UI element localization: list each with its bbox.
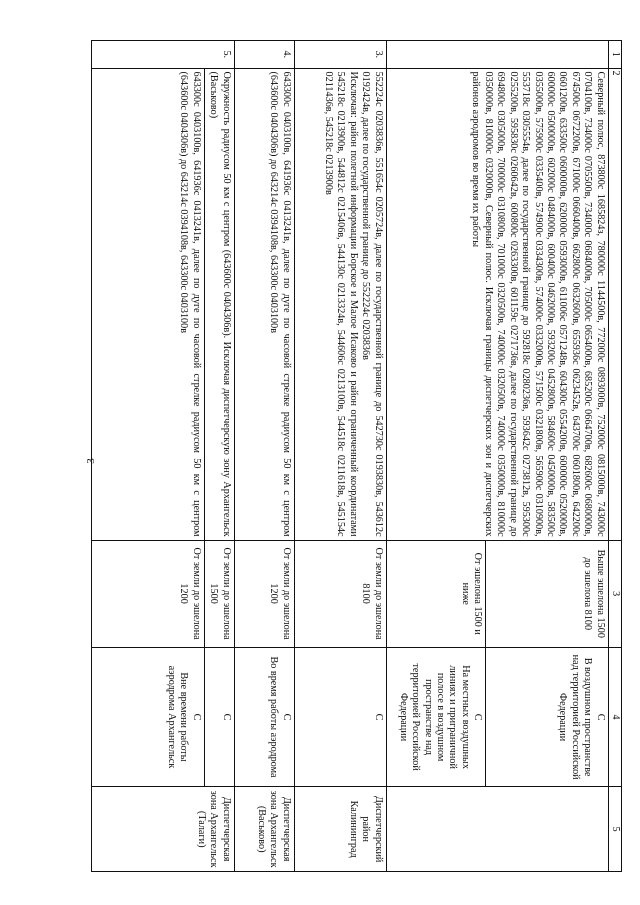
row-description: 643300с 0403100в, 641936с 0413241в, далее по дуге по часовой стрелке радиусом 50 км с центром (643600с 0404306в) до 643214с 0394108в, 643300с 0403100в — [92, 68, 205, 540]
header-row — [608, 41, 621, 872]
airspace-class: С — [472, 713, 484, 721]
table-row — [294, 41, 386, 872]
page-number: 3 — [84, 458, 97, 464]
condition-text: На местных воздушных линиях и приграничной полосе в воздушном пространстве над территорией Российской Федерации — [397, 663, 471, 771]
header-col-2: 2 — [608, 68, 621, 540]
sub-row — [486, 541, 608, 787]
condition-text: В воздушном пространстве над территорией Российской Федерации — [557, 654, 594, 780]
class-condition — [92, 647, 205, 787]
sub-table-cell — [386, 540, 608, 787]
condition-text: Вне времени работы аэродрома Архангельск — [165, 665, 190, 769]
header-col-1: 1 — [608, 41, 621, 69]
class-condition — [294, 647, 386, 787]
height-range: От земли до эшелона 1500 — [204, 540, 234, 647]
unit-name: Диспетчерская зона Архангельск (Талаги) — [92, 787, 235, 872]
description-main: 552224с 0203836в, 551654с 0205724в, далее по государственной границе до 542730с 0193830в, 543612с 0192424в, далее по государственной границе до 552224с 0203836в — [360, 71, 384, 537]
class-condition — [204, 647, 234, 787]
row-number: 3. — [294, 41, 386, 69]
height-range: Выше эшелона 1500 до эшелона 8100 — [486, 541, 608, 648]
description-exclusion: Исключая: район полетной информации Борское и Малое Исаково и район ограниченный координатами 545218с 0213900в, 544812с 0215406в, 544130с 0213324в, 544606с 0213100в, 544518с 0211618в, 545154с 0211436в, 545218с 0213900в — [323, 71, 359, 537]
height-range: От земли до эшелона 1200 — [234, 540, 294, 647]
airspace-class: С — [372, 713, 384, 721]
class-condition — [486, 647, 608, 786]
class-condition — [387, 647, 486, 786]
unit-name: Диспетчерский район Калининград — [294, 787, 386, 872]
sub-table — [387, 541, 608, 787]
airspace-class: С — [280, 713, 292, 721]
table-row — [92, 41, 205, 872]
airspace-class: С — [220, 713, 232, 721]
height-range: От земли до эшелона 8100 — [294, 540, 386, 647]
row-number: 4. — [234, 41, 294, 69]
row-description: Окружность радиусом 50 км с центром (643600с 0404306в). Исключая диспетчерскую зону Архангельск (Васьково) — [204, 68, 234, 540]
row-description — [294, 68, 386, 540]
table-row — [386, 41, 608, 872]
unit-name: Диспетчерская зона Архангельск (Васьково) — [234, 787, 294, 872]
row-description: Северный полюс, 873800с 1685824з, 780000с 1144500в, 772000с 0893000в, 752000с 0815000в, 743000с 0704100в, 734000с 0705500в, 734000с 0684000в, 705000с 0654000в, 685200с 0664700в, 682600с 0680000в, 674500с 0672200в, 671000с 0660400в, 662800с 0632600в, 655936с 0623452в, 643700с 0601800в, 642200с 0601200в, 633500с 0600000в, 620000с 0593000в, 611006с 0571248в, 604300с 0554200в, 600000с 0520000в, 600000с 0500000в, 602000с 0484000в, 600400с 0462000в, 593200с 0452800в, 584600с 0450000в, 583500с 0355000в, 575900с 0335400в, 574900с 0334300в, 574000с 0332000в, 571500с 0321800в, 565900с 0310900в, 553718с 0305554в, далее по государственной границе до 592818с 0280236в, 593642с 0273812в, 595300с 0255200в, 595830с 0260642в, 600800с 0263300в, 601159с 0271736в, далее по государственной границе до 694800с 0305000в, 700000с 0310800в, 701000с 0320500в, 740000с 0320500в, 740000с 0350000в, 810000с 0350000в, 810000с 0320000в, Северный полюс. Исключая границы диспетчерских зон и диспетчерских районов аэродромов во время их работы — [386, 68, 608, 540]
airspace-class: С — [190, 713, 202, 721]
table-row — [204, 41, 234, 872]
sub-row — [387, 541, 486, 787]
row-number: 5. — [92, 41, 235, 69]
row-number — [386, 41, 608, 69]
height-range: От земли до эшелона 1200 — [92, 540, 205, 647]
condition-text: Во время работы аэродрома — [268, 656, 280, 778]
header-col-4: 4 — [608, 647, 621, 787]
rotated-table-wrapper — [91, 40, 622, 872]
height-range: От эшелона 1500 и ниже — [387, 541, 486, 648]
table-row — [234, 41, 294, 872]
unit-name — [386, 787, 608, 872]
airspace-class: С — [594, 713, 606, 721]
airspace-table — [91, 40, 622, 872]
header-col-5: 5 — [608, 787, 621, 872]
class-condition — [234, 647, 294, 787]
header-col-3: 3 — [608, 540, 621, 647]
row-description: 643300с 0403100в, 641936с 0413241в, далее по дуге по часовой стрелке радиусом 50 км с центром (643600с 0404306в) до 643214с 0394108в, 643300с 0403100в — [234, 68, 294, 540]
